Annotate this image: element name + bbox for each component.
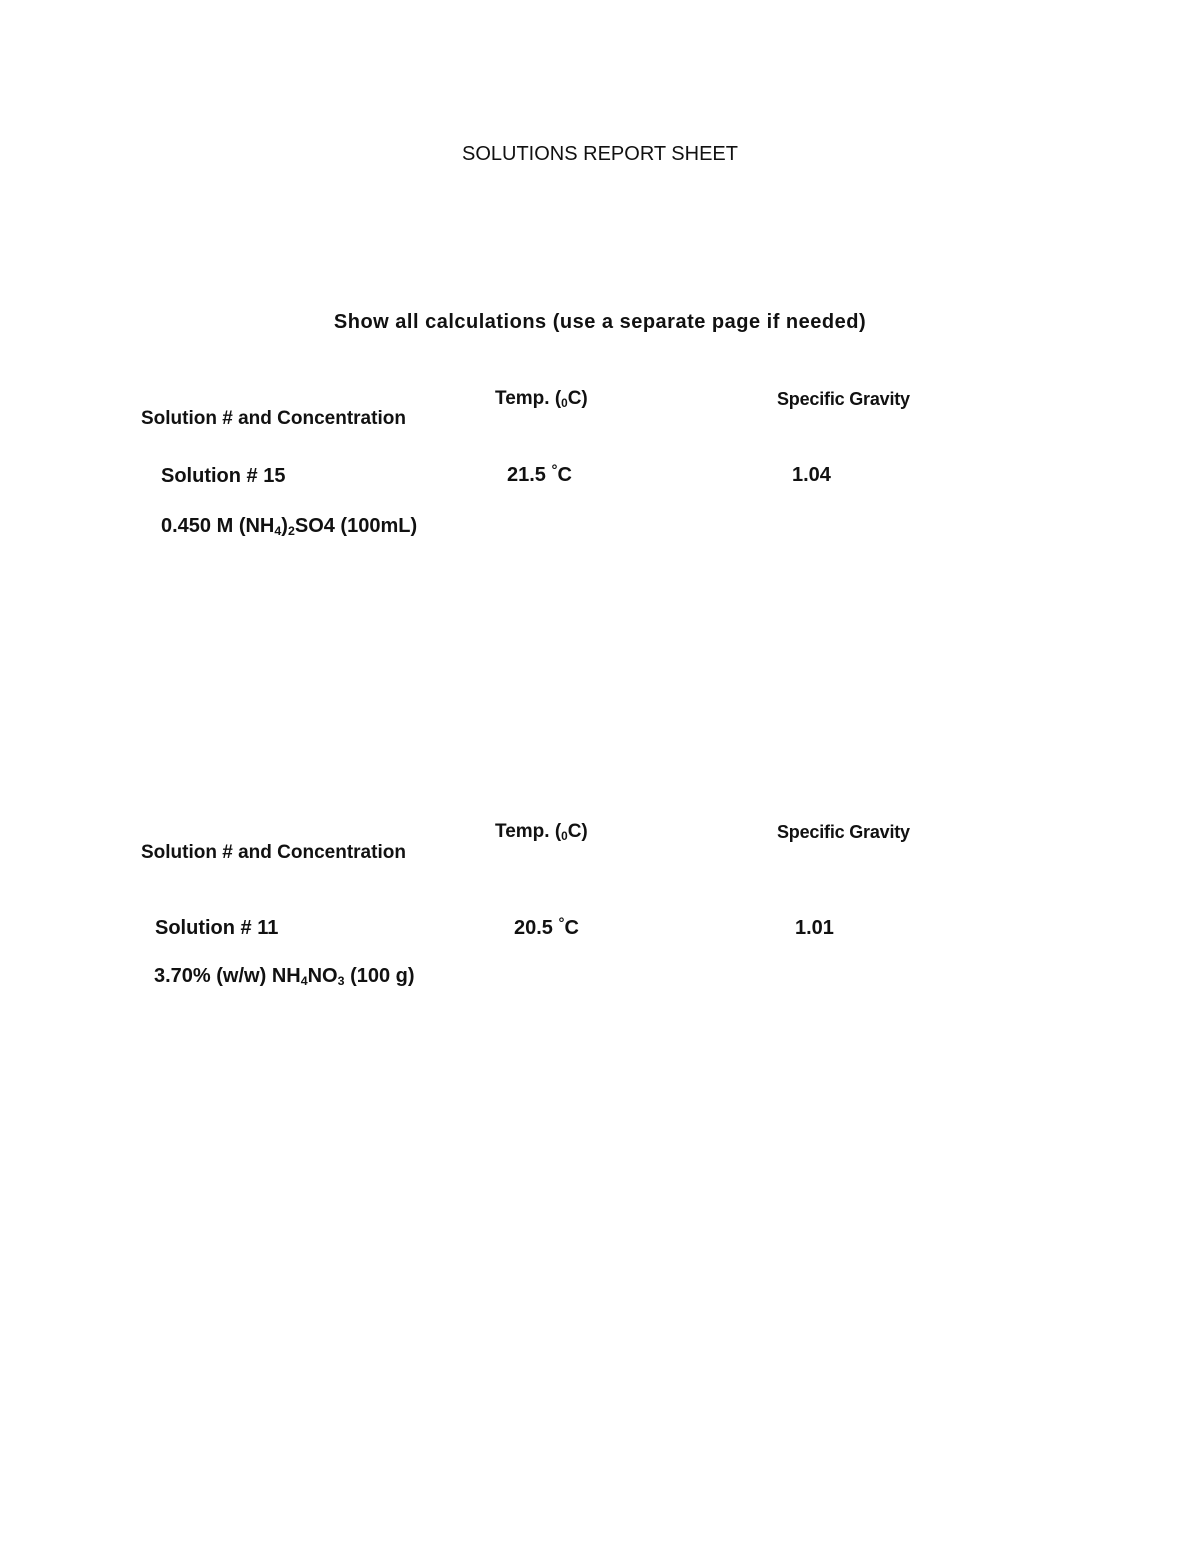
temperature-value: 21.5 °C: [507, 462, 572, 486]
temperature-value: 20.5 °C: [514, 915, 579, 939]
solution-number: Solution # 15: [161, 465, 286, 487]
solution-number: Solution # 11: [155, 917, 279, 939]
solution-concentration: 0.450 M $(NH_4)_2SO4$ (100mL): [161, 515, 418, 539]
solution-column-header: Solution # and Concentration: [141, 408, 406, 429]
instructions-text: Show all calculations (use a separate page if needed): [333, 311, 867, 333]
report-title: SOLUTIONS REPORT SHEET: [462, 143, 738, 165]
specific-gravity-value: 1.04: [792, 464, 831, 486]
specific-gravity-value: 1.01: [795, 917, 834, 939]
temp-column-header: Temp. $(_0C)$: [495, 821, 588, 843]
temp-column-header: Temp. $(_0C)$: [495, 388, 588, 410]
solution-concentration: 3.70% (w/w) $NH_4NO_3$ (100 g): [154, 965, 415, 989]
specific-gravity-column-header: Specific Gravity: [777, 389, 910, 409]
specific-gravity-column-header: Specific Gravity: [777, 822, 910, 842]
solution-column-header: Solution # and Concentration: [141, 842, 406, 863]
